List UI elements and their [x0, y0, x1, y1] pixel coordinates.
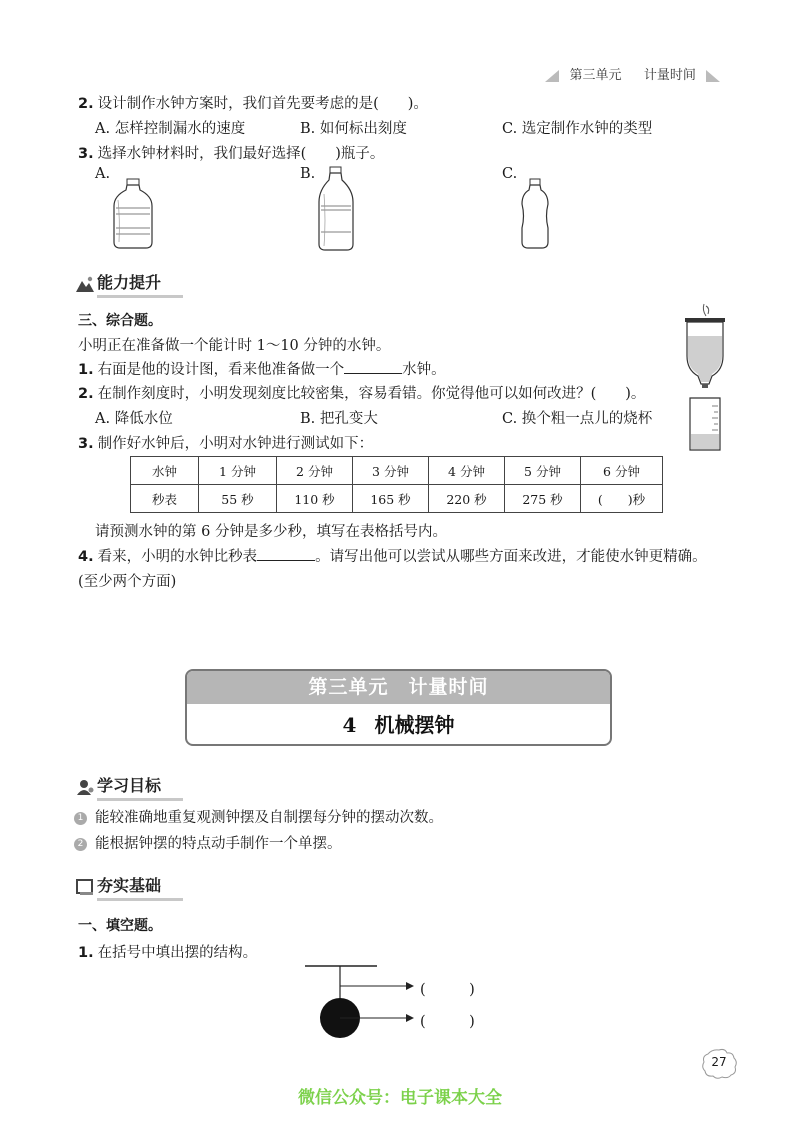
option-b[interactable]: B. 如何标出刻度: [300, 121, 407, 137]
table-cell: 275 秒: [505, 485, 581, 513]
table-cell: 秒表: [131, 485, 199, 513]
bottle-a-illustration: [108, 178, 158, 250]
heading-underline: [97, 798, 183, 801]
answer-blank[interactable]: [344, 360, 402, 374]
part3-question-4: [78, 545, 707, 566]
goal-text: 能较准确地重复观测钟摆及自制摆每分钟的摆动次数。: [95, 810, 443, 826]
question-3: [78, 142, 384, 163]
table-row: [131, 457, 663, 485]
question-2: [78, 92, 428, 113]
section-ability-title: 能力提升: [97, 273, 162, 292]
part3-question-1: [78, 358, 446, 379]
option-a[interactable]: A. 降低水位: [95, 411, 173, 427]
table-cell: 4 分钟: [429, 457, 505, 485]
bottle-b-illustration: [315, 166, 357, 252]
section-goals-title: 学习目标: [97, 776, 162, 795]
question-text: 在制作刻度时，小明发现刻度比较密集，容易看错。你觉得他可以如何改进？( )。: [97, 386, 646, 402]
table-cell: 1 分钟: [199, 457, 277, 485]
answer-cell[interactable]: ( )秒: [581, 485, 663, 513]
person-icon: [75, 778, 95, 796]
section-ability-heading: [75, 270, 161, 293]
question-number: 2.: [78, 386, 94, 402]
heading-underline: [97, 898, 183, 901]
goal-number-badge: 1: [74, 812, 87, 825]
mountain-icon: [75, 275, 95, 293]
part3-q3-note: 请预测水钟的第 6 分钟是多少秒，填写在表格括号内。: [95, 524, 447, 540]
goal-number-badge: 2: [74, 838, 87, 851]
book-icon: [75, 878, 95, 896]
header-unit: 第三单元: [569, 68, 622, 83]
bottle-c-illustration: [518, 178, 552, 250]
table-cell: 220 秒: [429, 485, 505, 513]
question-number: 4.: [78, 549, 94, 565]
part3-question-3: [78, 432, 373, 453]
question-text: 制作好水钟后，小明对水钟进行测试如下：: [97, 436, 374, 452]
lesson-number: 4: [342, 713, 357, 737]
test-result-table: [130, 456, 663, 513]
page-header: [545, 64, 720, 83]
part3-q4-note: (至少两个方面): [78, 574, 177, 590]
question-text: 看来，小明的水钟比秒表: [97, 549, 258, 565]
bottle-option-c-label[interactable]: C.: [502, 166, 518, 182]
section-basics-heading: [75, 873, 161, 896]
part1-question-1: [78, 941, 257, 962]
option-c[interactable]: C. 选定制作水钟的类型: [502, 121, 653, 137]
unit-banner: [185, 669, 612, 746]
question-text: 。请写出他可以尝试从哪些方面来改进，才能使水钟更精确。: [315, 549, 707, 565]
header-topic: 计量时间: [643, 68, 696, 83]
option-b[interactable]: B. 把孔变大: [300, 411, 378, 427]
pendulum-diagram: [300, 962, 420, 1042]
option-a[interactable]: A. 怎样控制漏水的速度: [95, 121, 246, 137]
part1-title: 一、填空题。: [78, 918, 162, 934]
question-number: 1.: [78, 362, 94, 378]
unit-banner-title: 第三单元 计量时间: [187, 671, 610, 704]
part3-question-2: [78, 382, 645, 403]
question-text: 设计制作水钟方案时，我们首先要考虑的是( )。: [97, 96, 428, 112]
table-cell: 3 分钟: [353, 457, 429, 485]
answer-blank[interactable]: [257, 547, 315, 561]
part3-intro: 小明正在准备做一个能计时 1～10 分钟的水钟。: [78, 338, 391, 354]
table-cell: 6 分钟: [581, 457, 663, 485]
lesson-name: 机械摆钟: [374, 713, 455, 737]
table-cell: 165 秒: [353, 485, 429, 513]
table-cell: 2 分钟: [277, 457, 353, 485]
bottle-option-b-label[interactable]: B.: [300, 166, 316, 182]
water-clock-diagram: [682, 302, 728, 454]
question-number: 3.: [78, 146, 94, 162]
table-cell: 水钟: [131, 457, 199, 485]
goal-item-1: [74, 806, 443, 827]
section-goals-heading: [75, 773, 161, 796]
question-number: 2.: [78, 96, 94, 112]
table-cell: 5 分钟: [505, 457, 581, 485]
goal-text: 能根据钟摆的特点动手制作一个单摆。: [95, 836, 342, 852]
header-left-triangle: [545, 70, 559, 82]
footer-watermark: 微信公众号：电子课本大全: [298, 1088, 502, 1108]
question-text: 水钟。: [402, 362, 446, 378]
table-cell: 55 秒: [199, 485, 277, 513]
bottle-option-a-label[interactable]: A.: [95, 166, 111, 182]
question-text: 右面是他的设计图，看来他准备做一个: [97, 362, 345, 378]
heading-underline: [97, 295, 183, 298]
question-number: 1.: [78, 945, 94, 961]
option-c[interactable]: C. 换个粗一点儿的烧杯: [502, 411, 653, 427]
question-text: 选择水钟材料时，我们最好选择( )瓶子。: [97, 146, 385, 162]
question-number: 3.: [78, 436, 94, 452]
table-cell: 110 秒: [277, 485, 353, 513]
question-text: 在括号中填出摆的结构。: [97, 945, 258, 961]
header-right-triangle: [706, 70, 720, 82]
pendulum-label-string[interactable]: ( ): [420, 982, 475, 998]
part3-title: 三、综合题。: [78, 313, 162, 329]
lesson-title: [187, 704, 610, 746]
table-row: [131, 485, 663, 513]
section-basics-title: 夯实基础: [97, 876, 162, 895]
pendulum-label-bob[interactable]: ( ): [420, 1014, 475, 1030]
page-number: 27: [711, 1055, 727, 1069]
goal-item-2: [74, 832, 342, 853]
